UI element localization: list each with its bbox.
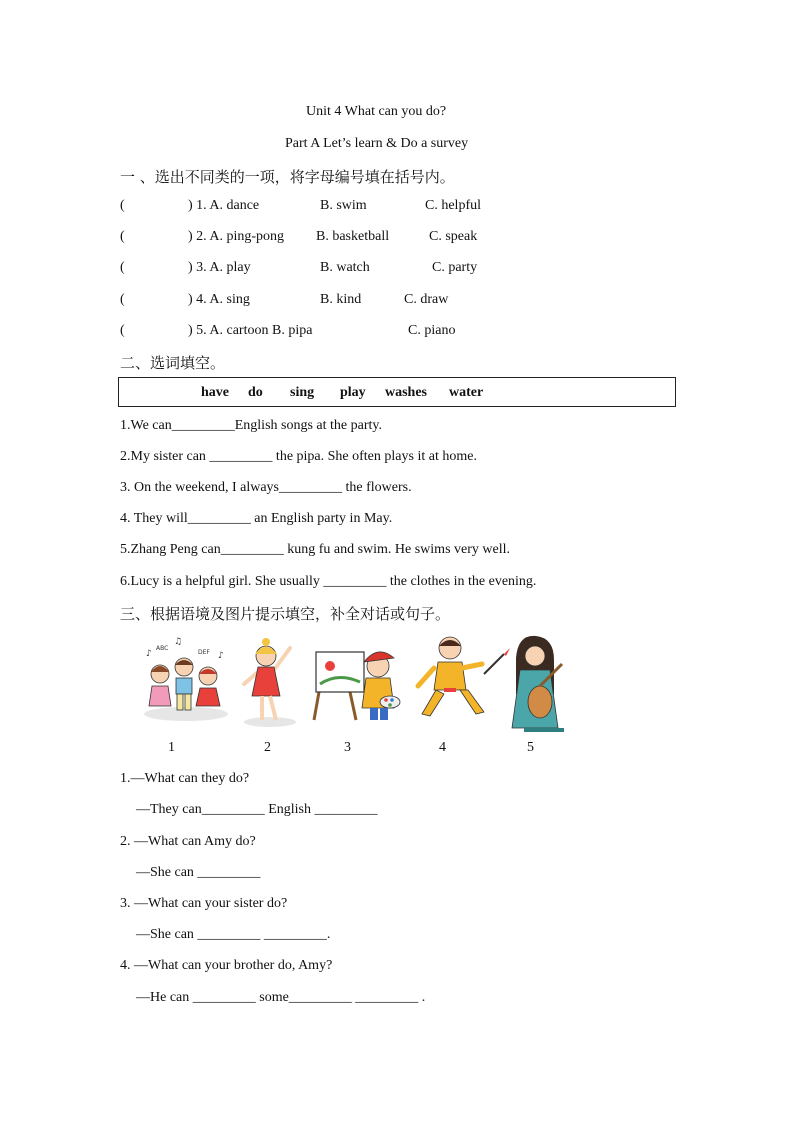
dialogue-question: 1.—What can they do? [120, 771, 250, 786]
word-bank-word: have [201, 385, 229, 400]
question-option-a: ) 3. A. play [188, 260, 251, 275]
fill-sentence: 6.Lucy is a helpful girl. She usually _________ the clothes in the evening. [120, 574, 537, 589]
kung-fu-boy-image [418, 637, 510, 716]
picture-number: 5 [527, 740, 534, 755]
dialogue-answer: —They can_________ English _________ [136, 802, 378, 817]
question-paren: ( [120, 260, 125, 275]
dialogue-answer: —He can _________ some_________ _________ . [136, 990, 426, 1005]
question-paren: ( [120, 323, 125, 338]
page-subtitle: Part A Let’s learn & Do a survey [285, 136, 469, 151]
picture-number: 4 [439, 740, 446, 755]
fill-sentence: 2.My sister can _________ the pipa. She often plays it at home. [120, 449, 477, 464]
dialogue-answer: —She can _________ _________. [136, 927, 331, 942]
question-option-c: C. helpful [425, 198, 481, 213]
dialogue-question: 2. —What can Amy do? [120, 834, 256, 849]
question-option-b: B. watch [320, 260, 370, 275]
question-option-c: C. draw [404, 292, 449, 307]
section1-heading: 一 、选出不同类的一项，将字母编号填在括号内。 [120, 168, 455, 186]
fill-sentence: 3. On the weekend, I always_________ the flowers. [120, 480, 412, 495]
word-bank-word: water [449, 385, 484, 400]
section2-heading: 二、选词填空。 [120, 354, 226, 372]
dialogue-question: 4. —What can your brother do, Amy? [120, 958, 333, 973]
singing-children-image [144, 637, 228, 721]
question-option-c: C. speak [429, 229, 478, 244]
question-paren: ( [120, 229, 125, 244]
word-bank-word: play [340, 385, 366, 400]
question-option-a: ) 5. A. cartoon B. pipa [188, 323, 313, 338]
music-note-icon: ♪ [146, 649, 152, 659]
question-paren: ( [120, 198, 125, 213]
section3-heading: 三、根据语境及图片提示填空，补全对话或句子。 [120, 605, 451, 623]
fill-sentence: 4. They will_________ an English party in May. [120, 511, 393, 526]
picture-number: 1 [168, 740, 175, 755]
question-option-c: C. piano [408, 323, 456, 338]
fill-sentence: 1.We can_________English songs at the party. [120, 418, 382, 433]
music-note-icon: ♫ [174, 637, 183, 647]
pipa-girl-image [512, 636, 564, 732]
note-label: ABC [156, 645, 169, 652]
question-option-b: B. kind [320, 292, 362, 307]
question-option-a: ) 4. A. sing [188, 292, 250, 307]
question-option-c: C. party [432, 260, 478, 275]
painting-boy-image [314, 652, 400, 720]
question-option-a: ) 1. A. dance [188, 198, 260, 213]
question-option-b: B. swim [320, 198, 367, 213]
picture-number: 2 [264, 740, 271, 755]
dancing-girl-image [244, 638, 296, 727]
word-bank-word: sing [290, 385, 315, 400]
question-option-b: B. basketball [316, 229, 390, 244]
word-bank-word: washes [385, 385, 428, 400]
word-bank-box [118, 377, 676, 407]
fill-sentence: 5.Zhang Peng can_________ kung fu and swim. He swims very well. [120, 542, 510, 557]
dialogue-answer: —She can _________ [136, 865, 261, 880]
page-title: Unit 4 What can you do? [306, 104, 447, 119]
question-option-a: ) 2. A. ping-pong [188, 229, 285, 244]
question-paren: ( [120, 292, 125, 307]
note-label: DEF [198, 649, 210, 656]
picture-number: 3 [344, 740, 351, 755]
activity-illustrations [138, 634, 578, 734]
dialogue-question: 3. —What can your sister do? [120, 896, 288, 911]
word-bank-word: do [248, 385, 263, 400]
music-note-icon: ♪ [218, 651, 224, 661]
